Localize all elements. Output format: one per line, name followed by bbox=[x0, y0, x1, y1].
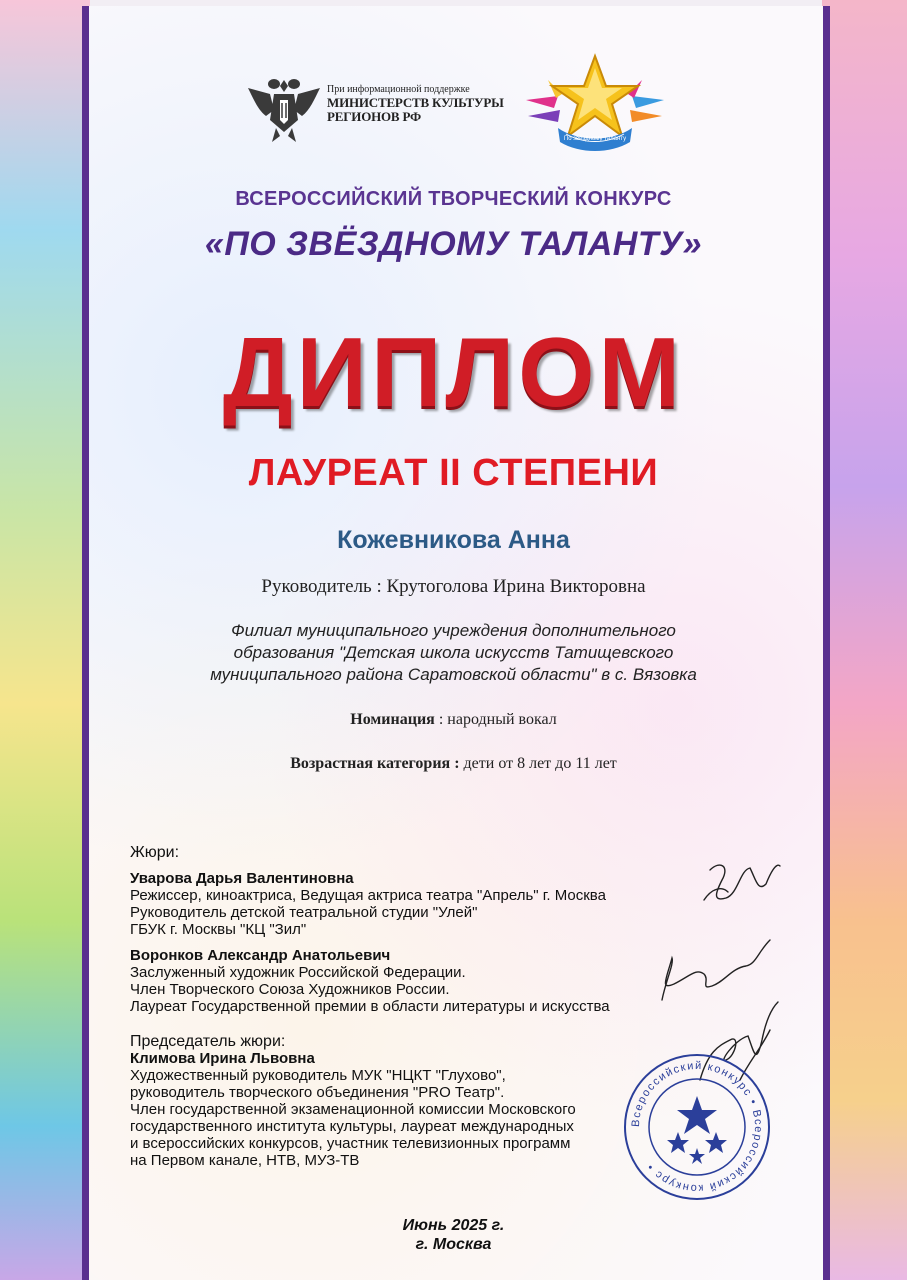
issue-date: Июнь 2025 г. bbox=[402, 1217, 505, 1234]
age-value: дети от 8 лет до 11 лет bbox=[459, 755, 617, 772]
jury-chair-info: Член государственной экзаменационной комиссии Московского bbox=[130, 1101, 576, 1118]
contest-seal-stamp bbox=[622, 1052, 772, 1202]
jury-chair-info: государственного института культуры, лауреат международных bbox=[130, 1118, 574, 1135]
svg-text:Всероссийский конкурс • Всерос bbox=[630, 1060, 764, 1194]
jury-chair-info: и всероссийских конкурсов, участник телевизионных программ bbox=[130, 1135, 571, 1152]
support-line-1: При информационной поддержке bbox=[327, 84, 470, 95]
laureate-degree: ЛАУРЕАТ II СТЕПЕНИ bbox=[248, 452, 659, 494]
contest-subtitle: ВСЕРОССИЙСКИЙ ТВОРЧЕСКИЙ КОНКУРС bbox=[235, 188, 672, 210]
participant-name: Кожевникова Анна bbox=[337, 526, 570, 554]
leader-line: Руководитель : Крутоголова Ирина Викторовна bbox=[261, 576, 646, 597]
jury-member-name: Уварова Дарья Валентиновна bbox=[130, 870, 354, 887]
star-talent-logo-icon bbox=[518, 50, 672, 156]
nomination-line bbox=[90, 711, 817, 729]
contest-name: «ПО ЗВЁЗДНОМУ ТАЛАНТУ» bbox=[204, 225, 703, 263]
double-headed-eagle-icon bbox=[244, 70, 324, 146]
support-line-2: МИНИСТЕРСТВ КУЛЬТУРЫ bbox=[327, 95, 504, 110]
diploma-title: ДИПЛОМ bbox=[222, 317, 685, 427]
stamp-text: Всероссийский конкурс • Всероссийский конкурс • bbox=[629, 1059, 765, 1195]
support-line-3: РЕГИОНОВ РФ bbox=[327, 109, 421, 124]
jury-chair-info: Художественный руководитель МУК "НЦКТ "Глухово", bbox=[130, 1067, 506, 1084]
org-line-2: образования "Детская школа искусств Татищевского bbox=[233, 643, 674, 662]
jury-member-info: Лауреат Государственной премии в области литературы и искусства bbox=[130, 998, 610, 1015]
jury-chair-heading: Председатель жюри: bbox=[130, 1033, 286, 1050]
org-line-3: муниципального района Саратовской области" в с. Вязовка bbox=[210, 665, 697, 684]
date-place bbox=[300, 1216, 607, 1254]
jury-member-info: ГБУК г. Москвы "КЦ "Зил" bbox=[130, 921, 307, 938]
star-icon bbox=[667, 1096, 727, 1164]
signature-2 bbox=[662, 940, 770, 1000]
jury-member-info: Руководитель детской театральной студии "Улей" bbox=[130, 904, 478, 921]
age-category-line bbox=[90, 755, 817, 773]
logo-text: По звёздному таланту bbox=[563, 136, 627, 142]
ministry-support-text bbox=[327, 84, 507, 124]
signature-1 bbox=[710, 865, 780, 899]
age-label: Возрастная категория : bbox=[290, 755, 460, 772]
org-line-1: Филиал муниципального учреждения дополнительного bbox=[231, 621, 676, 640]
decorative-left-border bbox=[0, 0, 90, 1280]
issue-city: г. Москва bbox=[415, 1236, 492, 1253]
nomination-label: Номинация bbox=[350, 711, 435, 728]
jury-chair-name: Климова Ирина Львовна bbox=[130, 1050, 315, 1067]
jury-chair-info: на Первом канале, НТВ, МУЗ-ТВ bbox=[130, 1152, 360, 1169]
jury-chair-info: руководитель творческого объединения "PRO Театр". bbox=[130, 1084, 505, 1101]
nomination-value: : народный вокал bbox=[434, 711, 557, 728]
organization-text bbox=[150, 620, 757, 686]
jury-heading: Жюри: bbox=[130, 844, 180, 861]
jury-member-info: Член Творческого Союза Художников России. bbox=[130, 981, 450, 998]
jury-member-info: Режиссер, киноактриса, Ведущая актриса театра "Апрель" г. Москва bbox=[130, 887, 606, 904]
jury-member-info: Заслуженный художник Российской Федерации. bbox=[130, 964, 466, 981]
jury-member-name: Воронков Александр Анатольевич bbox=[130, 947, 391, 964]
decorative-right-border bbox=[822, 0, 907, 1280]
